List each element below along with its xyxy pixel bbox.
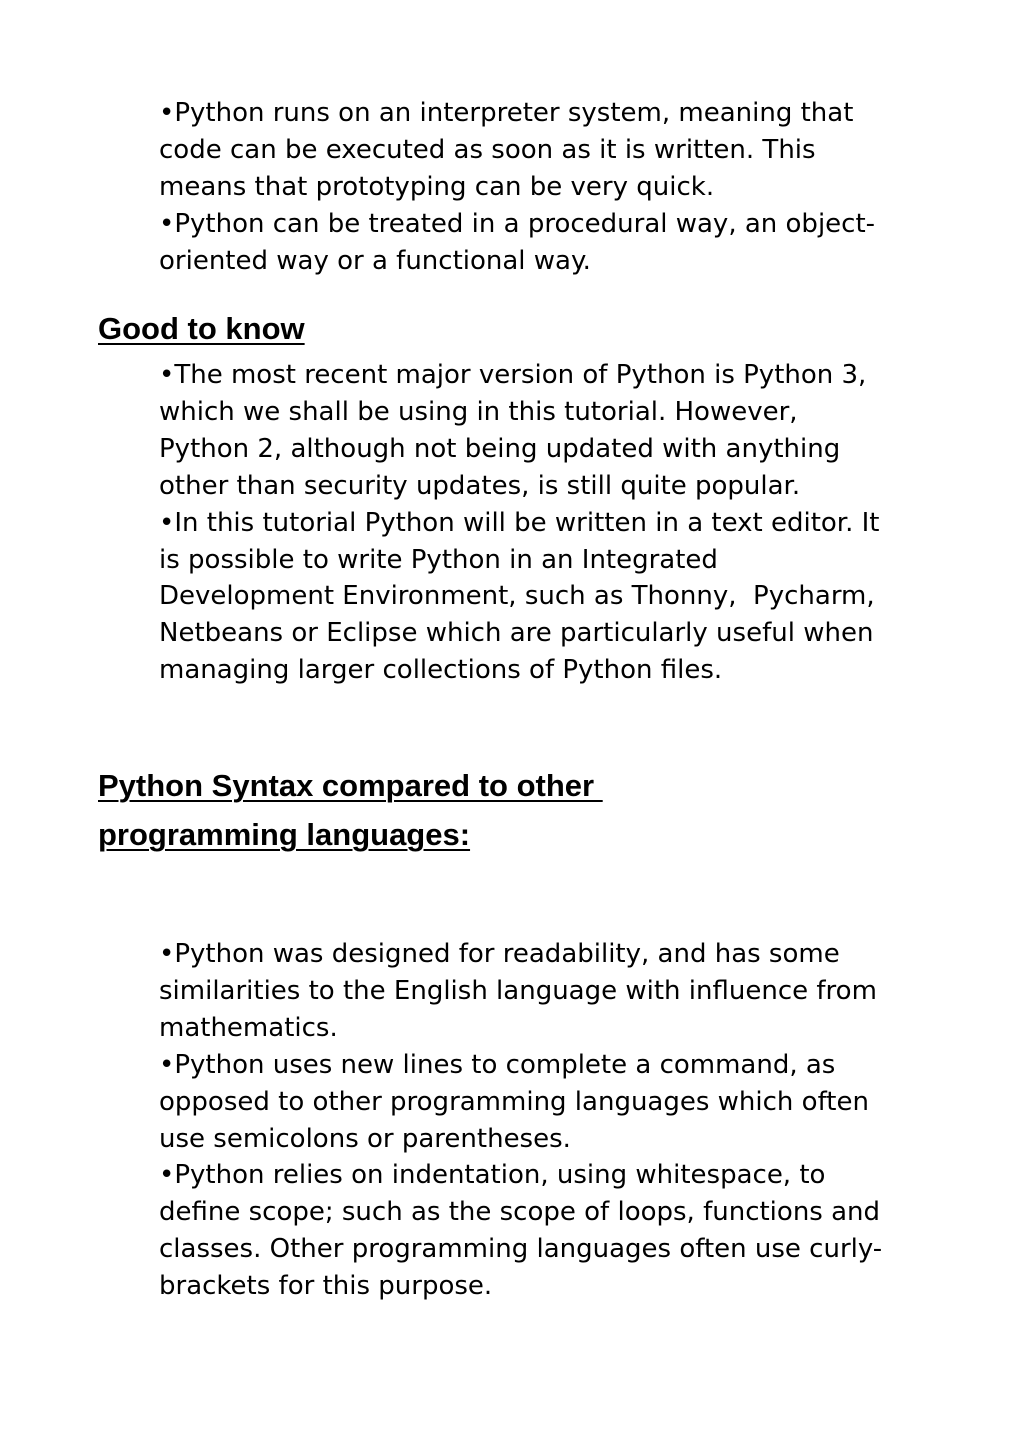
text-line: •Python was designed for readability, and has some — [159, 939, 840, 969]
heading-python-syntax-continued: programming languages: — [98, 817, 471, 852]
text-line: •Python relies on indentation, using whitespace, to — [159, 1160, 826, 1190]
text-line: oriented way or a functional way. — [159, 246, 591, 276]
text-line: •The most recent major version of Python is Python 3, — [159, 360, 867, 390]
heading-good-to-know: Good to know — [98, 311, 305, 346]
text-line: define scope; such as the scope of loops, functions and — [159, 1197, 881, 1227]
heading-python-syntax: Python Syntax compared to other — [98, 768, 603, 803]
text-line: use semicolons or parentheses. — [159, 1124, 571, 1154]
text-line: Netbeans or Eclipse which are particularly useful when — [159, 618, 874, 648]
text-line: which we shall be using in this tutorial. However, — [159, 397, 798, 427]
text-line: •In this tutorial Python will be written in a text editor. It — [159, 508, 880, 538]
text-line: is possible to write Python in an Integrated — [159, 545, 718, 575]
text-line: classes. Other programming languages often use curly- — [159, 1234, 883, 1264]
text-line: other than security updates, is still quite popular. — [159, 471, 801, 501]
text-line: •Python uses new lines to complete a command, as — [159, 1050, 836, 1080]
text-line: similarities to the English language with influence from — [159, 976, 877, 1006]
text-line: managing larger collections of Python files. — [159, 655, 723, 685]
text-line: Python 2, although not being updated with anything — [159, 434, 841, 464]
text-line: •Python can be treated in a procedural way, an object- — [159, 209, 876, 239]
text-line: code can be executed as soon as it is written. This — [159, 135, 816, 165]
text-line: means that prototyping can be very quick. — [159, 172, 715, 202]
text-line: opposed to other programming languages which often — [159, 1087, 869, 1117]
text-line: mathematics. — [159, 1013, 338, 1043]
text-line: •Python runs on an interpreter system, meaning that — [159, 98, 854, 128]
text-line: brackets for this purpose. — [159, 1271, 493, 1301]
text-line: Development Environment, such as Thonny, Pycharm, — [159, 581, 875, 611]
